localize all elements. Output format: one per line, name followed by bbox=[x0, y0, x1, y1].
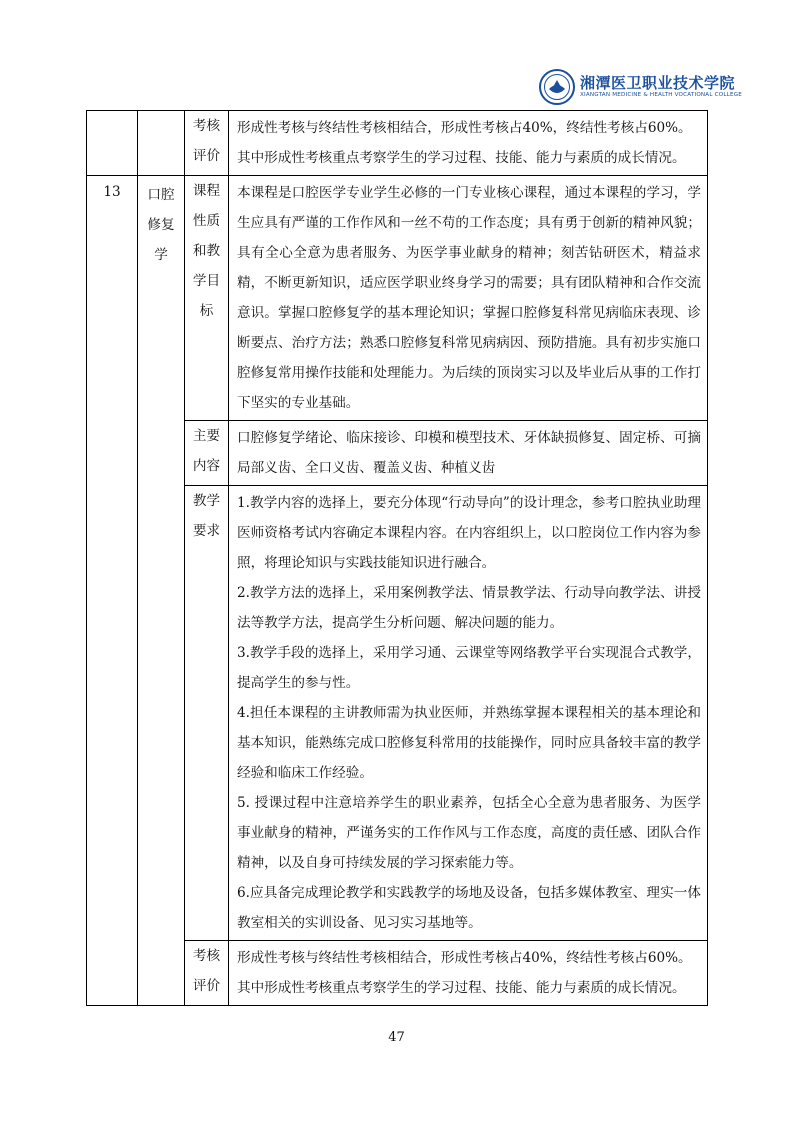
item-label: 主要内容 bbox=[185, 421, 229, 486]
table-row bbox=[87, 176, 708, 421]
paragraph: 3.教学手段的选择上，采用学习通、云课堂等网络教学平台实现混合式教学，提高学生的参与性。 bbox=[237, 645, 701, 691]
paragraph: 5. 授课过程中注意培养学生的职业素养，包括全心全意为患者服务、为医学事业献身的精神，严谨务实的工作作风与工作态度，高度的责任感、团队合作精神，以及自身可持续发展的学习探索能力等。 bbox=[237, 795, 701, 871]
item-label: 考核评价 bbox=[185, 111, 229, 176]
text-line: 形成性考核与终结性考核相结合，形成性考核占40%，终结性考核占60%。 bbox=[237, 950, 692, 966]
course-number: 13 bbox=[87, 176, 138, 1006]
paragraph: 口腔修复学绪论、临床接诊、印模和模型技术、牙体缺损修复、固定桥、可摘局部义齿、全口义齿、覆盖义齿、种植义齿 bbox=[237, 430, 701, 476]
paragraph: 6.应具备完成理论教学和实践教学的场地及设备，包括多媒体教室、理实一体教室相关的实训设备、见习实习基地等。 bbox=[237, 885, 701, 931]
curriculum-table bbox=[86, 110, 708, 1006]
item-label: 课程性质和教学目标 bbox=[185, 176, 229, 421]
college-name-cn: 湘潭医卫职业技术学院 bbox=[580, 74, 736, 92]
text-line: 形成性考核与终结性考核相结合，形成性考核占40%，终结性考核占60%。 bbox=[237, 120, 692, 136]
nature-text bbox=[229, 176, 708, 421]
blank-cell bbox=[138, 111, 185, 176]
item-label: 教学要求 bbox=[185, 486, 229, 941]
college-name-en: XIANGTAN MEDICINE & HEALTH VOCATIONAL COLLEGE bbox=[580, 92, 742, 98]
college-seal-icon bbox=[538, 68, 576, 106]
assessment-text bbox=[229, 111, 708, 176]
paragraph: 1.教学内容的选择上，要充分体现“行动导向”的设计理念，参考口腔执业助理医师资格考试内容确定本课程内容。在内容组织上，以口腔岗位工作内容为参照，将理论知识与实践技能知识进行融合。 bbox=[237, 495, 701, 571]
course-name: 口腔修复学 bbox=[138, 176, 185, 1006]
paragraph: 本课程是口腔医学专业学生必修的一门专业核心课程，通过本课程的学习，学生应具有严谨的工作作风和一丝不苟的工作态度；具有勇于创新的精神风貌；具有全心全意为患者服务、为医学事业献身的精神；刻苦钻研医术，精益求精，不断更新知识，适应医学职业终身学习的需要；具有团队精神和合作交流意识。掌握口腔修复学的基本理论知识；掌握口腔修复科常见病临床表现、诊断要点、治疗方法；熟悉口腔修复科常见病病因、预防措施。具有初步实施口腔修复常用操作技能和处理能力。为后续的顶岗实习以及毕业后从事的工作打下坚实的专业基础。 bbox=[237, 185, 701, 411]
assessment-text bbox=[229, 941, 708, 1006]
college-logo bbox=[538, 68, 742, 108]
text-line: 其中形成性考核重点考察学生的学习过程、技能、能力与素质的成长情况。 bbox=[237, 980, 686, 996]
paragraph: 4.担任本课程的主讲教师需为执业医师，并熟练掌握本课程相关的基本理论和基本知识，能熟练完成口腔修复科常用的技能操作，同时应具备较丰富的教学经验和临床工作经验。 bbox=[237, 705, 701, 781]
page-number: 47 bbox=[388, 1030, 405, 1045]
requirements-text bbox=[229, 486, 708, 941]
content-text bbox=[229, 421, 708, 486]
item-label: 考核评价 bbox=[185, 941, 229, 1006]
blank-cell bbox=[87, 111, 138, 176]
paragraph: 2.教学方法的选择上，采用案例教学法、情景教学法、行动导向教学法、讲授法等教学方法，提高学生分析问题、解决问题的能力。 bbox=[237, 585, 701, 631]
table-row bbox=[87, 111, 708, 176]
text-line: 其中形成性考核重点考察学生的学习过程、技能、能力与素质的成长情况。 bbox=[237, 150, 686, 166]
